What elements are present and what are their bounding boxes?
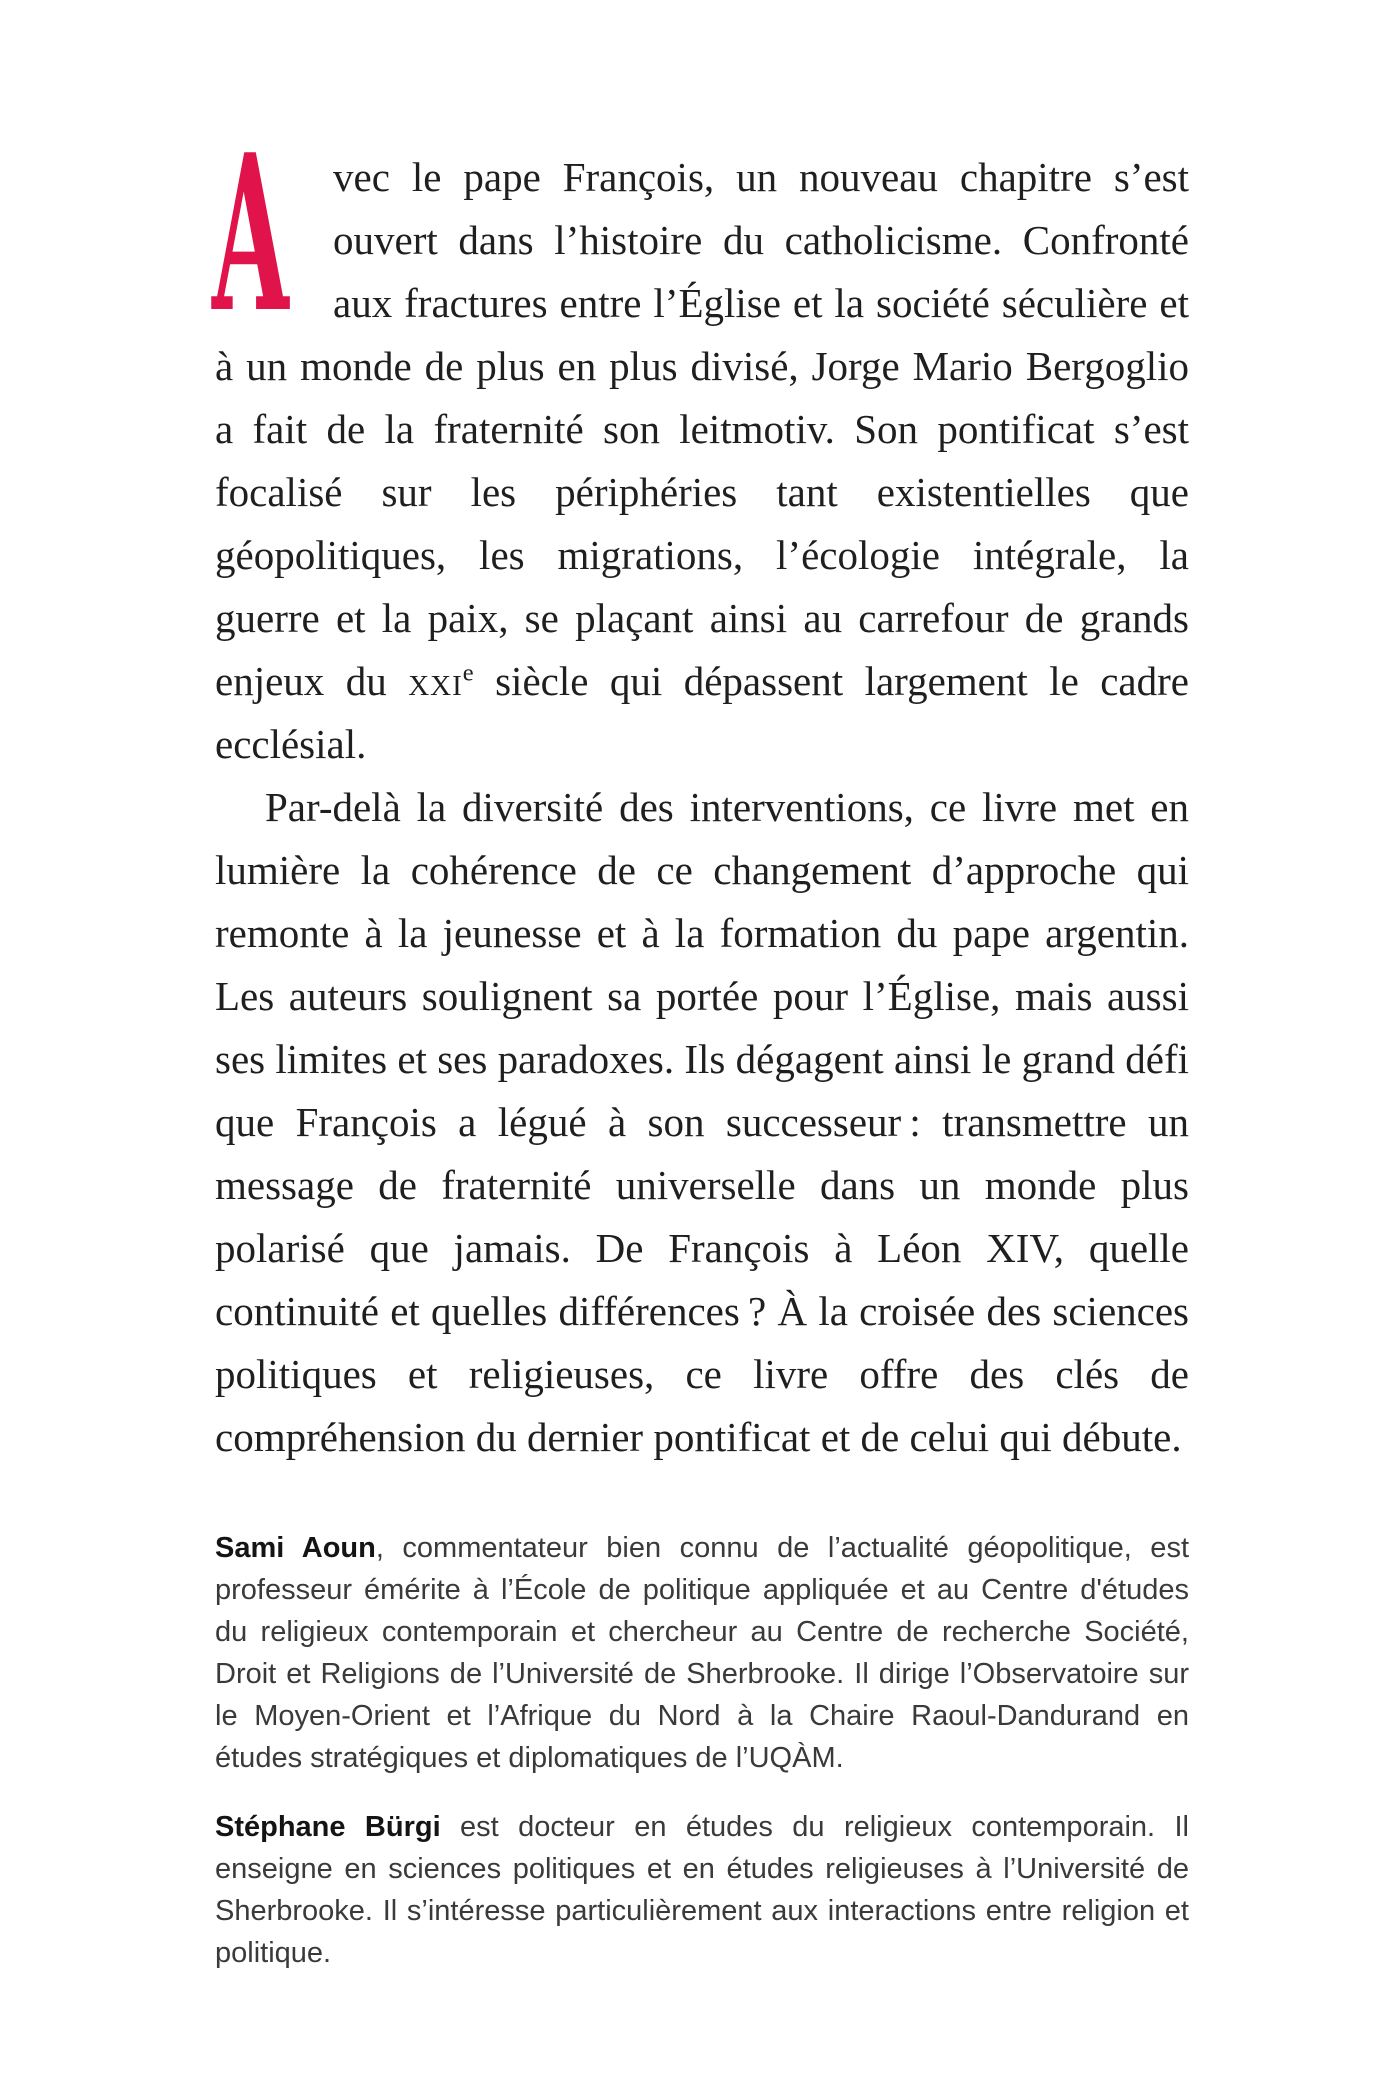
century-smallcaps: xxi — [408, 658, 463, 704]
dropcap-container — [212, 107, 307, 360]
paragraph-1-text-b: siècle qui dépassent largement le cadre ecclésial. — [215, 658, 1189, 767]
ordinal-superscript: e — [462, 659, 474, 687]
author-bios — [215, 1527, 1189, 1974]
author-bio-text: est docteur en études du religieux contemporain. Il enseigne en sciences politiques et en études religieuses à l’Université de Sherbrooke. Il s’intéresse particulièrement aux interactions entre religion et politique. — [215, 1811, 1189, 1969]
author-bio-text: , commentateur bien connu de l’actualité géopolitique, est professeur émérite à l’École de politique appliquée et au Centre d'études du religieux contemporain et chercheur au Centre de recherche Société, Droit et Religions de l’Université de Sherbrooke. Il dirige l’Observatoire sur le Moyen-Orient et l’Afrique du Nord à la Chaire Raoul-Dandurand en études stratégiques et diplomatiques de l’UQÀM. — [215, 1532, 1189, 1774]
author-bio-sami-aoun — [215, 1527, 1189, 1779]
author-name-stephane-burgi: Stéphane Bürgi — [215, 1811, 441, 1843]
text-block — [212, 107, 1189, 2001]
main-paragraph-1 — [212, 107, 1189, 776]
synopsis — [212, 107, 1189, 1469]
paragraph-1-text-a: vec le pape François, un nouveau chapitre s’est ouvert dans l’histoire du catholicisme. Confronté aux fractures entre l’Église et la société séculière et à un monde de plus en plus divisé, Jorge Mario Bergoglio a fait de la fraternité son leitmotiv. Son pontificat s’est focalisé sur les périphéries tant existentielles que géopolitiques, les migrations, l’écologie intégrale, la guerre et la paix, se plaçant ainsi au carrefour de grands enjeux du — [215, 154, 1189, 704]
author-bio-stephane-burgi — [215, 1806, 1189, 1974]
author-name-sami-aoun: Sami Aoun — [215, 1532, 376, 1564]
dropcap-letter: A — [212, 107, 289, 360]
main-paragraph-2: Par-delà la diversité des interventions, ce livre met en lumière la cohérence de ce changement d’approche qui remonte à la jeunesse et à la formation du pape argentin. Les auteurs soulignent sa portée pour l’Église, mais aussi ses limites et ses paradoxes. Ils dégagent ainsi le grand défi que François a légué à son successeur : transmettre un message de fraternité universelle dans un monde plus polarisé que jamais. De François à Léon XIV, quelle continuité et quelles différences ? À la croisée des sciences politiques et religieuses, ce livre offre des clés de compréhension du dernier pontificat et de celui qui débute. — [215, 784, 1189, 1460]
